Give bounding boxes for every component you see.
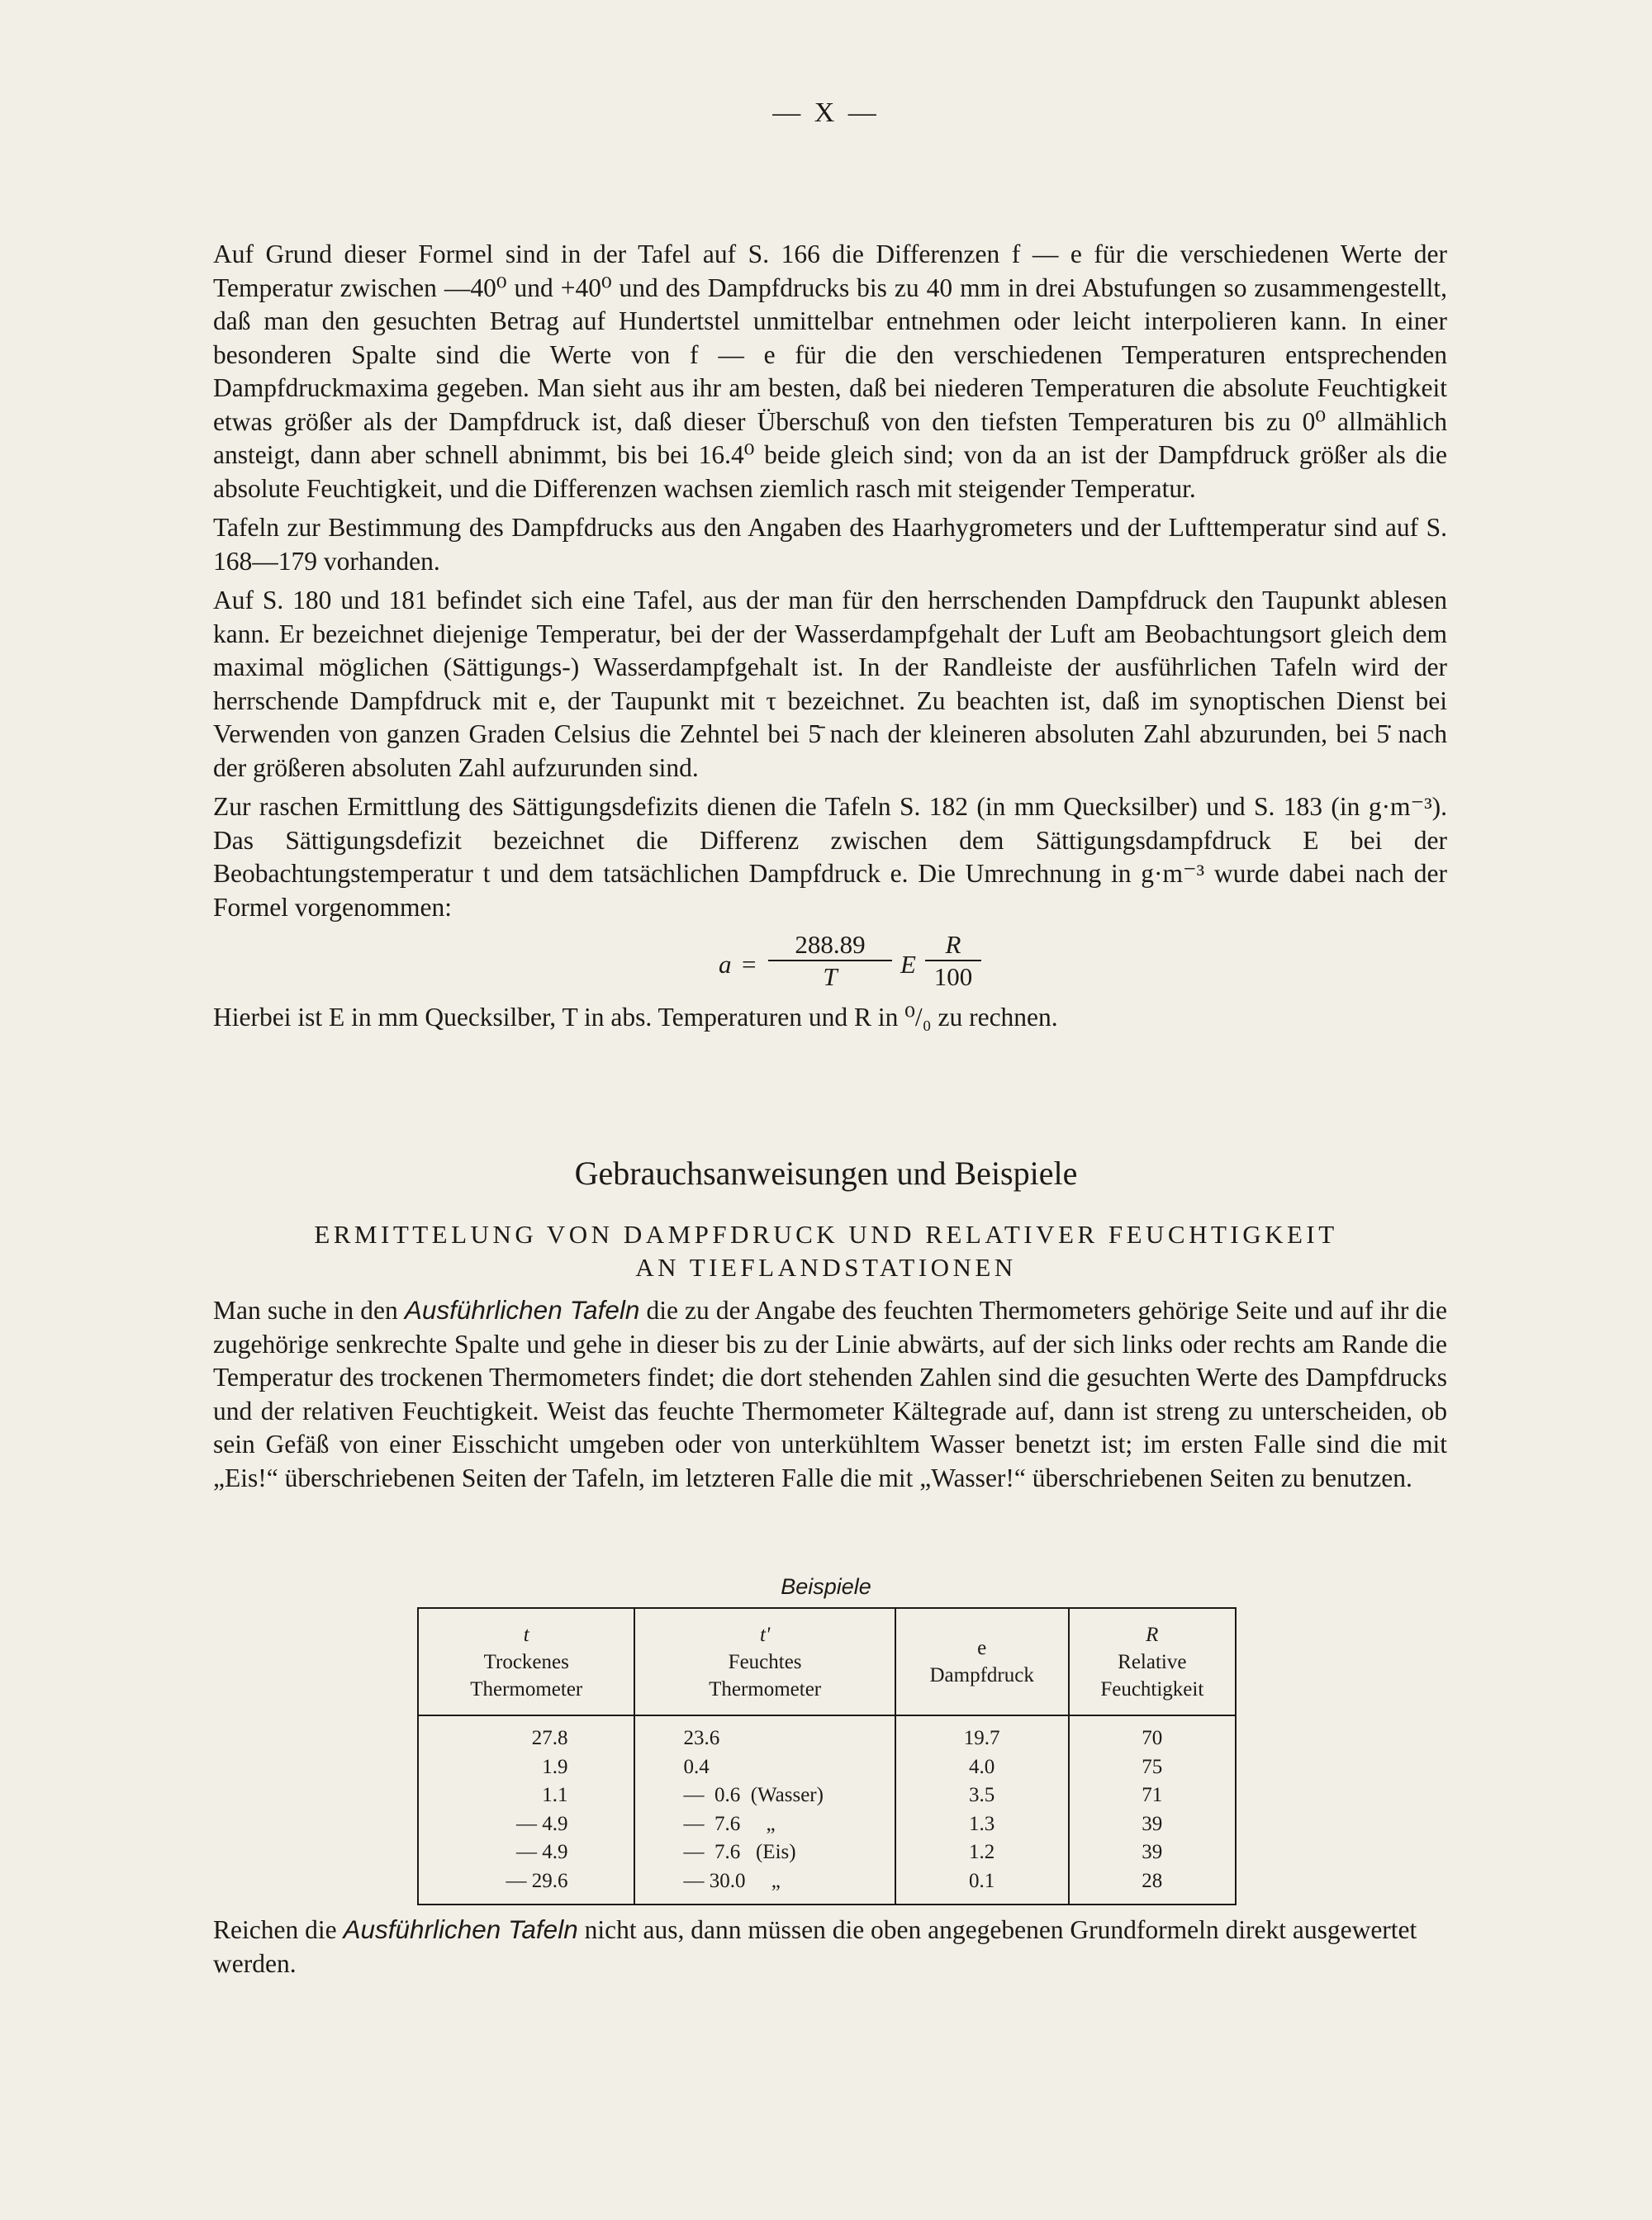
header-symbol-r: R — [1146, 1623, 1159, 1646]
cell-dampfdruck: 0.1 — [895, 1867, 1069, 1905]
cell-humidity: 75 — [1069, 1753, 1236, 1782]
page-number: — X — — [772, 97, 880, 128]
header-symbol-t: t — [523, 1623, 529, 1646]
cell-wet: — 30.0 „ — [634, 1867, 895, 1905]
formula-lhs: a — [719, 950, 732, 979]
table-row — [418, 1753, 1236, 1782]
closing-text-block — [213, 1913, 1447, 1986]
formula-fraction-2 — [925, 930, 981, 993]
formula-frac2-numerator: R — [925, 930, 981, 961]
header-label: Thermometer — [709, 1677, 822, 1701]
cell-dampfdruck: 1.3 — [895, 1810, 1069, 1839]
paragraph-haarhygrometer: Tafeln zur Bestimmung des Dampfdrucks aus den Angaben des Haarhygrometers und der Lufttemperatur sind auf S. 168—179 vorhanden. — [213, 513, 1447, 576]
instructions-post: die zu der Angabe des feuchten Thermometers gehörige Seite und auf ihr die zugehörige senkrechte Spalte und gehe in dieser bis zu der Linie abwärts, auf der sich links oder rechts am Rande die Temperatur des trockenen Thermometers findet; die dort stehenden Zahlen sind die gesuchten Werte des Dampfdrucks und der relativen Feuchtigkeit. Weist das feuchte Thermometer Kältegrade auf, dann ist streng zu unterscheiden, ob sein Gefäß von einer Eisschicht umgeben oder von unterkühltem Wasser benetzt ist; im ersten Falle sind die mit „Eis!“ überschriebenen Seiten der Tafeln, im letzteren Falle die mit „Wasser!“ überschriebenen Seiten zu benutzen. — [213, 1296, 1447, 1492]
formula-frac1-denominator: T — [823, 962, 838, 991]
paragraph-closing — [213, 1913, 1447, 1980]
header-label: Relative — [1118, 1650, 1187, 1673]
header-dry-thermometer — [418, 1608, 634, 1715]
cell-wet: — 7.6 (Eis) — [634, 1838, 895, 1867]
cell-humidity: 71 — [1069, 1781, 1236, 1810]
instructions-text-block — [213, 1293, 1447, 1501]
cell-dry: 1.9 — [418, 1753, 634, 1782]
closing-post: nicht aus, dann müssen die oben angegebenen Grundformeln direkt ausgewertet werden. — [213, 1915, 1417, 1978]
header-label: Feuchtes — [728, 1650, 802, 1673]
formula-fraction-1 — [768, 930, 892, 993]
cell-dry: — 4.9 — [418, 1838, 634, 1867]
cell-humidity: 39 — [1069, 1810, 1236, 1839]
cell-dampfdruck: 3.5 — [895, 1781, 1069, 1810]
formula-frac2-denominator: 100 — [933, 962, 973, 991]
header-label: Thermometer — [470, 1677, 583, 1701]
table-caption: Beispiele — [781, 1574, 871, 1599]
cell-wet: — 7.6 „ — [634, 1810, 895, 1839]
examples-table — [417, 1607, 1237, 1905]
cell-dampfdruck: 4.0 — [895, 1753, 1069, 1782]
table-row — [418, 1867, 1236, 1905]
cell-dry: 27.8 — [418, 1715, 634, 1753]
section-title: Gebrauchsanweisungen und Beispiele — [574, 1155, 1078, 1192]
header-symbol-t-prime: t' — [759, 1623, 771, 1646]
paragraph-taupunkt: Auf S. 180 und 181 befindet sich eine Tafel, aus der man für den herrschenden Dampfdruck den Taupunkt ablesen kann. Er bezeichnet diejenige Temperatur, bei der der Wasserdampfgehalt der Luft am Beobachtungsort gleich dem maximal möglichen (Sättigungs-) Wasserdampfgehalt ist. In der Randleiste der ausführlichen Tafeln wird der herrschende Dampfdruck mit e, der Taupunkt mit τ bezeichnet. Zu beachten ist, daß im synoptischen Dienst bei Verwenden von ganzen Graden Celsius die Zehntel bei 5̄ nach der kleineren absoluten Zahl abzurunden, bei 5̇ nach der größeren absoluten Zahl aufzurunden sind. — [213, 586, 1447, 782]
closing-pre: Reichen die — [213, 1915, 344, 1944]
header-dampfdruck — [895, 1608, 1069, 1715]
upper-text-block — [213, 238, 1447, 1041]
cell-wet: 23.6 — [634, 1715, 895, 1753]
paragraph-instructions — [213, 1293, 1447, 1495]
instructions-pre: Man suche in den — [213, 1296, 405, 1325]
cell-humidity: 70 — [1069, 1715, 1236, 1753]
section-subtitle-line2: AN TIEFLANDSTATIONEN — [635, 1253, 1017, 1282]
cell-humidity: 28 — [1069, 1867, 1236, 1905]
section-subtitle — [0, 1218, 1652, 1284]
header-label: Trockenes — [483, 1650, 569, 1673]
table-row — [418, 1838, 1236, 1867]
cell-dry: — 29.6 — [418, 1867, 634, 1905]
cell-wet: — 0.6 (Wasser) — [634, 1781, 895, 1810]
cell-humidity: 39 — [1069, 1838, 1236, 1867]
closing-emphasis: Ausführlichen Tafeln — [343, 1914, 578, 1944]
header-relative-humidity — [1069, 1608, 1236, 1715]
section-subtitle-line1: ERMITTELUNG VON DAMPFDRUCK UND RELATIVER FEUCHTIGKEIT — [314, 1220, 1338, 1249]
formula-equals: = — [742, 950, 757, 979]
formula-factor-e: E — [900, 950, 916, 979]
table-row — [418, 1781, 1236, 1810]
cell-dampfdruck: 19.7 — [895, 1715, 1069, 1753]
instructions-emphasis: Ausführlichen Tafeln — [404, 1295, 640, 1325]
cell-dry: — 4.9 — [418, 1810, 634, 1839]
paragraph-formula-units: Hierbei ist E in mm Quecksilber, T in abs. Temperaturen und R in ⁰/₀ zu rechnen. — [213, 1003, 1058, 1032]
cell-wet: 0.4 — [634, 1753, 895, 1782]
cell-dampfdruck: 1.2 — [895, 1838, 1069, 1867]
paragraph-formula-differences: Auf Grund dieser Formel sind in der Tafel auf S. 166 die Differenzen f — e für die verschiedenen Werte der Temperatur zwischen —40⁰ und +40⁰ und des Dampfdrucks bis zu 40 mm in drei Abstufungen so zusammengestellt, daß man den gesuchten Betrag auf Hundertstel unmittelbar entnehmen oder leicht interpolieren kann. In einer besonderen Spalte sind die Werte von f — e für die den verschiedenen Temperaturen entsprechenden Dampfdruckmaxima gegeben. Man sieht aus ihr am besten, daß bei niederen Temperaturen die absolute Feuchtigkeit etwas größer als der Dampfdruck ist, daß dieser Überschuß von den tiefsten Temperaturen bis zu 0⁰ allmählich ansteigt, dann aber schnell abnimmt, bis bei 16.4⁰ beide gleich sind; von da an ist der Dampfdruck größer als die absolute Feuchtigkeit, und die Differenzen wachsen ziemlich rasch mit steigender Temperatur. — [213, 240, 1447, 503]
table-row — [418, 1715, 1236, 1753]
conversion-formula — [213, 930, 1447, 999]
header-label: Feuchtigkeit — [1100, 1677, 1204, 1701]
table-row — [418, 1810, 1236, 1839]
paragraph-saettigungsdefizit: Zur raschen Ermittlung des Sättigungsdefizits dienen die Tafeln S. 182 (in mm Quecksilber) und S. 183 (in g·m⁻³). Das Sättigungsdefizit bezeichnet die Differenz zwischen dem Sättigungsdampfdruck E bei der Beobachtungstemperatur t und dem tatsächlichen Dampfdruck e. Die Umrechnung in g·m⁻³ wurde dabei nach der Formel vorgenommen: — [213, 792, 1447, 922]
header-wet-thermometer — [634, 1608, 895, 1715]
formula-frac1-numerator: 288.89 — [768, 930, 892, 961]
table-header-row — [418, 1608, 1236, 1715]
header-symbol-e: e — [977, 1637, 987, 1659]
header-label: Dampfdruck — [929, 1664, 1034, 1686]
cell-dry: 1.1 — [418, 1781, 634, 1810]
